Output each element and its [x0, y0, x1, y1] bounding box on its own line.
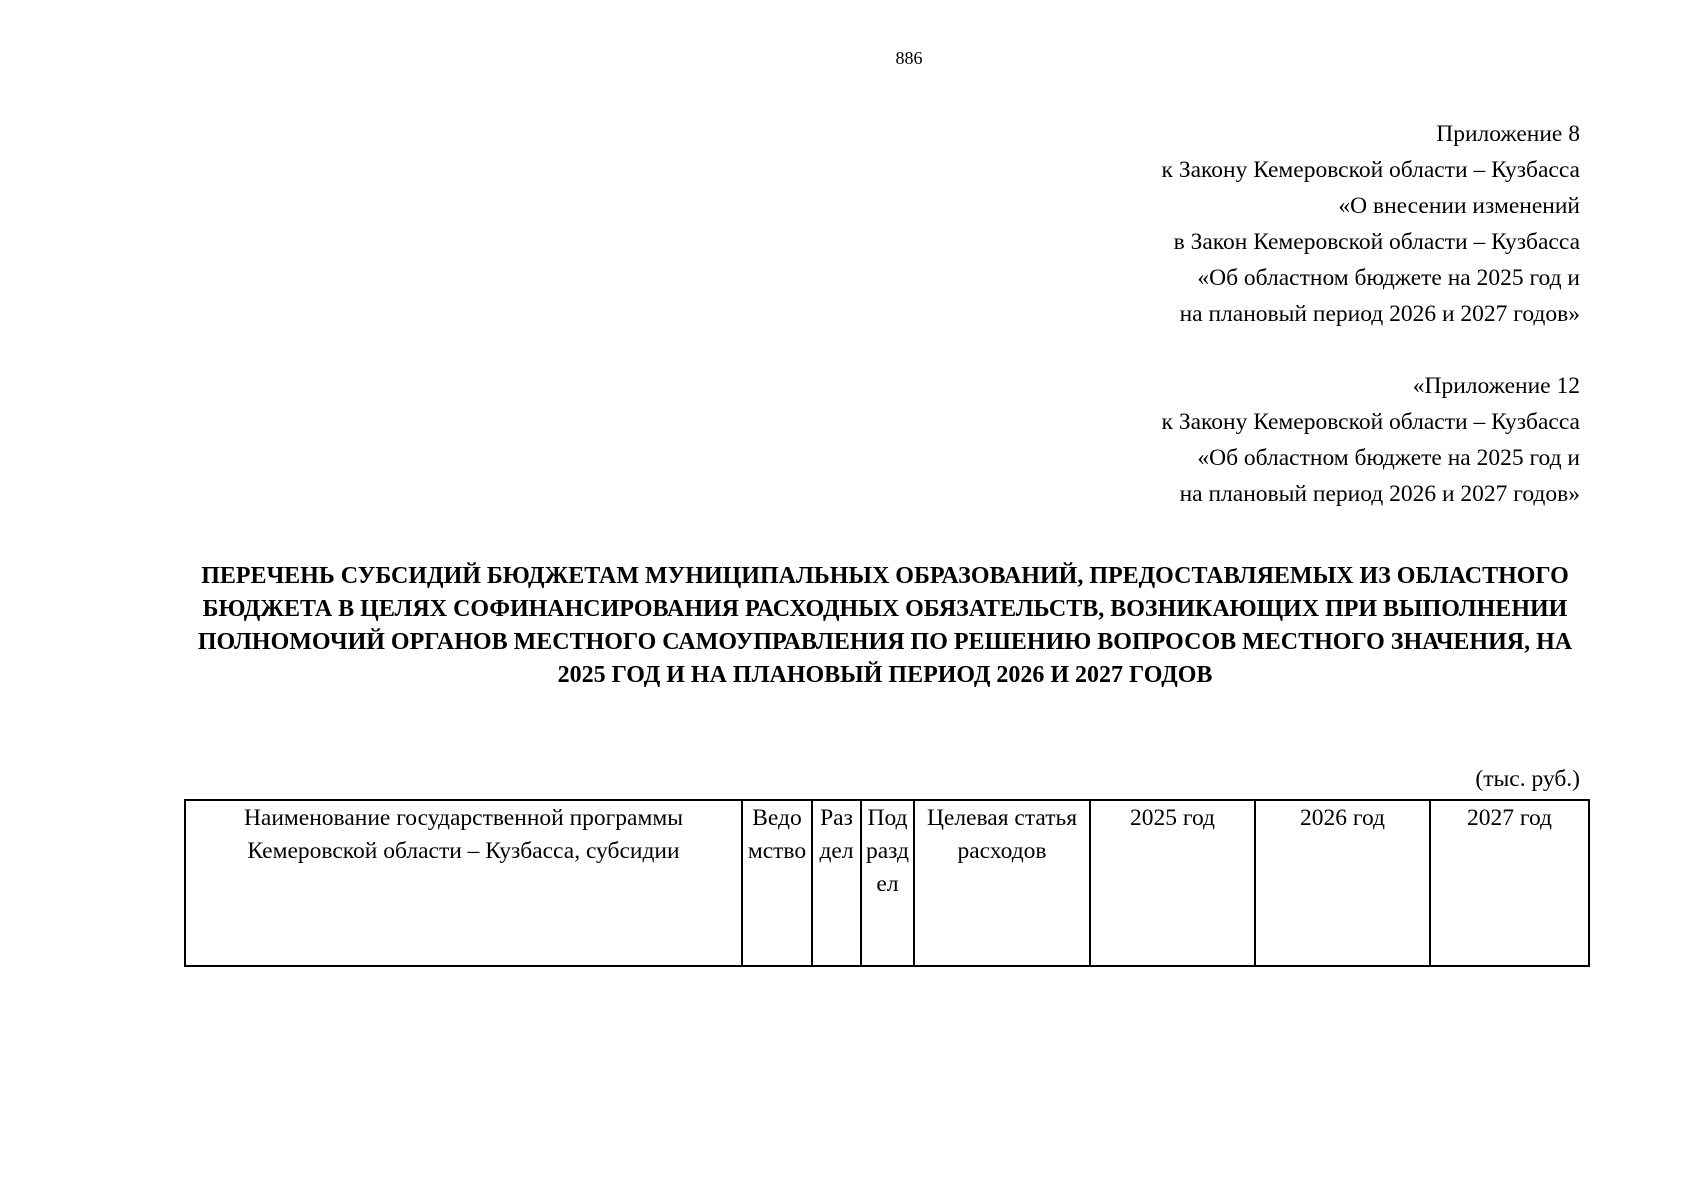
- appendix-8-line: «Об областном бюджете на 2025 год и: [1197, 265, 1580, 291]
- header-year-2026: 2026 год: [1255, 800, 1430, 966]
- appendix-8-line: в Закон Кемеровской области – Кузбасса: [1173, 229, 1580, 255]
- document-title: ПЕРЕЧЕНЬ СУБСИДИЙ БЮДЖЕТАМ МУНИЦИПАЛЬНЫХ ОБРАЗОВАНИЙ, ПРЕДОСТАВЛЯЕМЫХ ИЗ ОБЛАСТНОГО БЮДЖЕТА В ЦЕЛЯХ СОФИНАНСИРОВАНИЯ РАСХОДНЫХ ОБЯЗАТЕЛЬСТВ, ВОЗНИКАЮЩИХ ПРИ ВЫПОЛНЕНИИ ПОЛНОМОЧИЙ ОРГАНОВ МЕСТНОГО САМОУПРАВЛЕНИЯ ПО РЕШЕНИЮ ВОПРОСОВ МЕСТНОГО ЗНАЧЕНИЯ, НА 2025 ГОД И НА ПЛАНОВЫЙ ПЕРИОД 2026 И 2027 ГОДОВ: [197, 563, 1573, 688]
- appendix-12-line: к Закону Кемеровской области – Кузбасса: [1161, 409, 1580, 435]
- appendix-12-line: «Об областном бюджете на 2025 год и: [1197, 445, 1580, 471]
- table-header-row: [185, 800, 1589, 966]
- appendix-8-line: «О внесении изменений: [1338, 193, 1580, 219]
- header-section: Раздел: [812, 800, 861, 966]
- page-number: 886: [895, 48, 923, 68]
- header-subsection: Подраздел: [861, 800, 914, 966]
- header-program-name: Наименование государственной программы Кемеровской области – Кузбасса, субсидии: [185, 800, 742, 966]
- header-year-2027: 2027 год: [1430, 800, 1589, 966]
- appendix-8-line: на плановый период 2026 и 2027 годов»: [1179, 301, 1580, 327]
- appendix-12-line: «Приложение 12: [1412, 373, 1580, 399]
- header-year-2025: 2025 год: [1090, 800, 1255, 966]
- units-label: (тыс. руб.): [1475, 766, 1580, 792]
- header-department: Ведомство: [742, 800, 812, 966]
- appendix-12-line: на плановый период 2026 и 2027 годов»: [1179, 481, 1580, 507]
- appendix-8-line: Приложение 8: [1436, 121, 1580, 147]
- appendix-8-line: к Закону Кемеровской области – Кузбасса: [1161, 157, 1580, 183]
- subsidies-table: [184, 799, 1590, 967]
- header-target-item: Целевая статья расходов: [914, 800, 1090, 966]
- appendix-12-header: [1162, 368, 1580, 512]
- appendix-8-header: [1162, 116, 1580, 332]
